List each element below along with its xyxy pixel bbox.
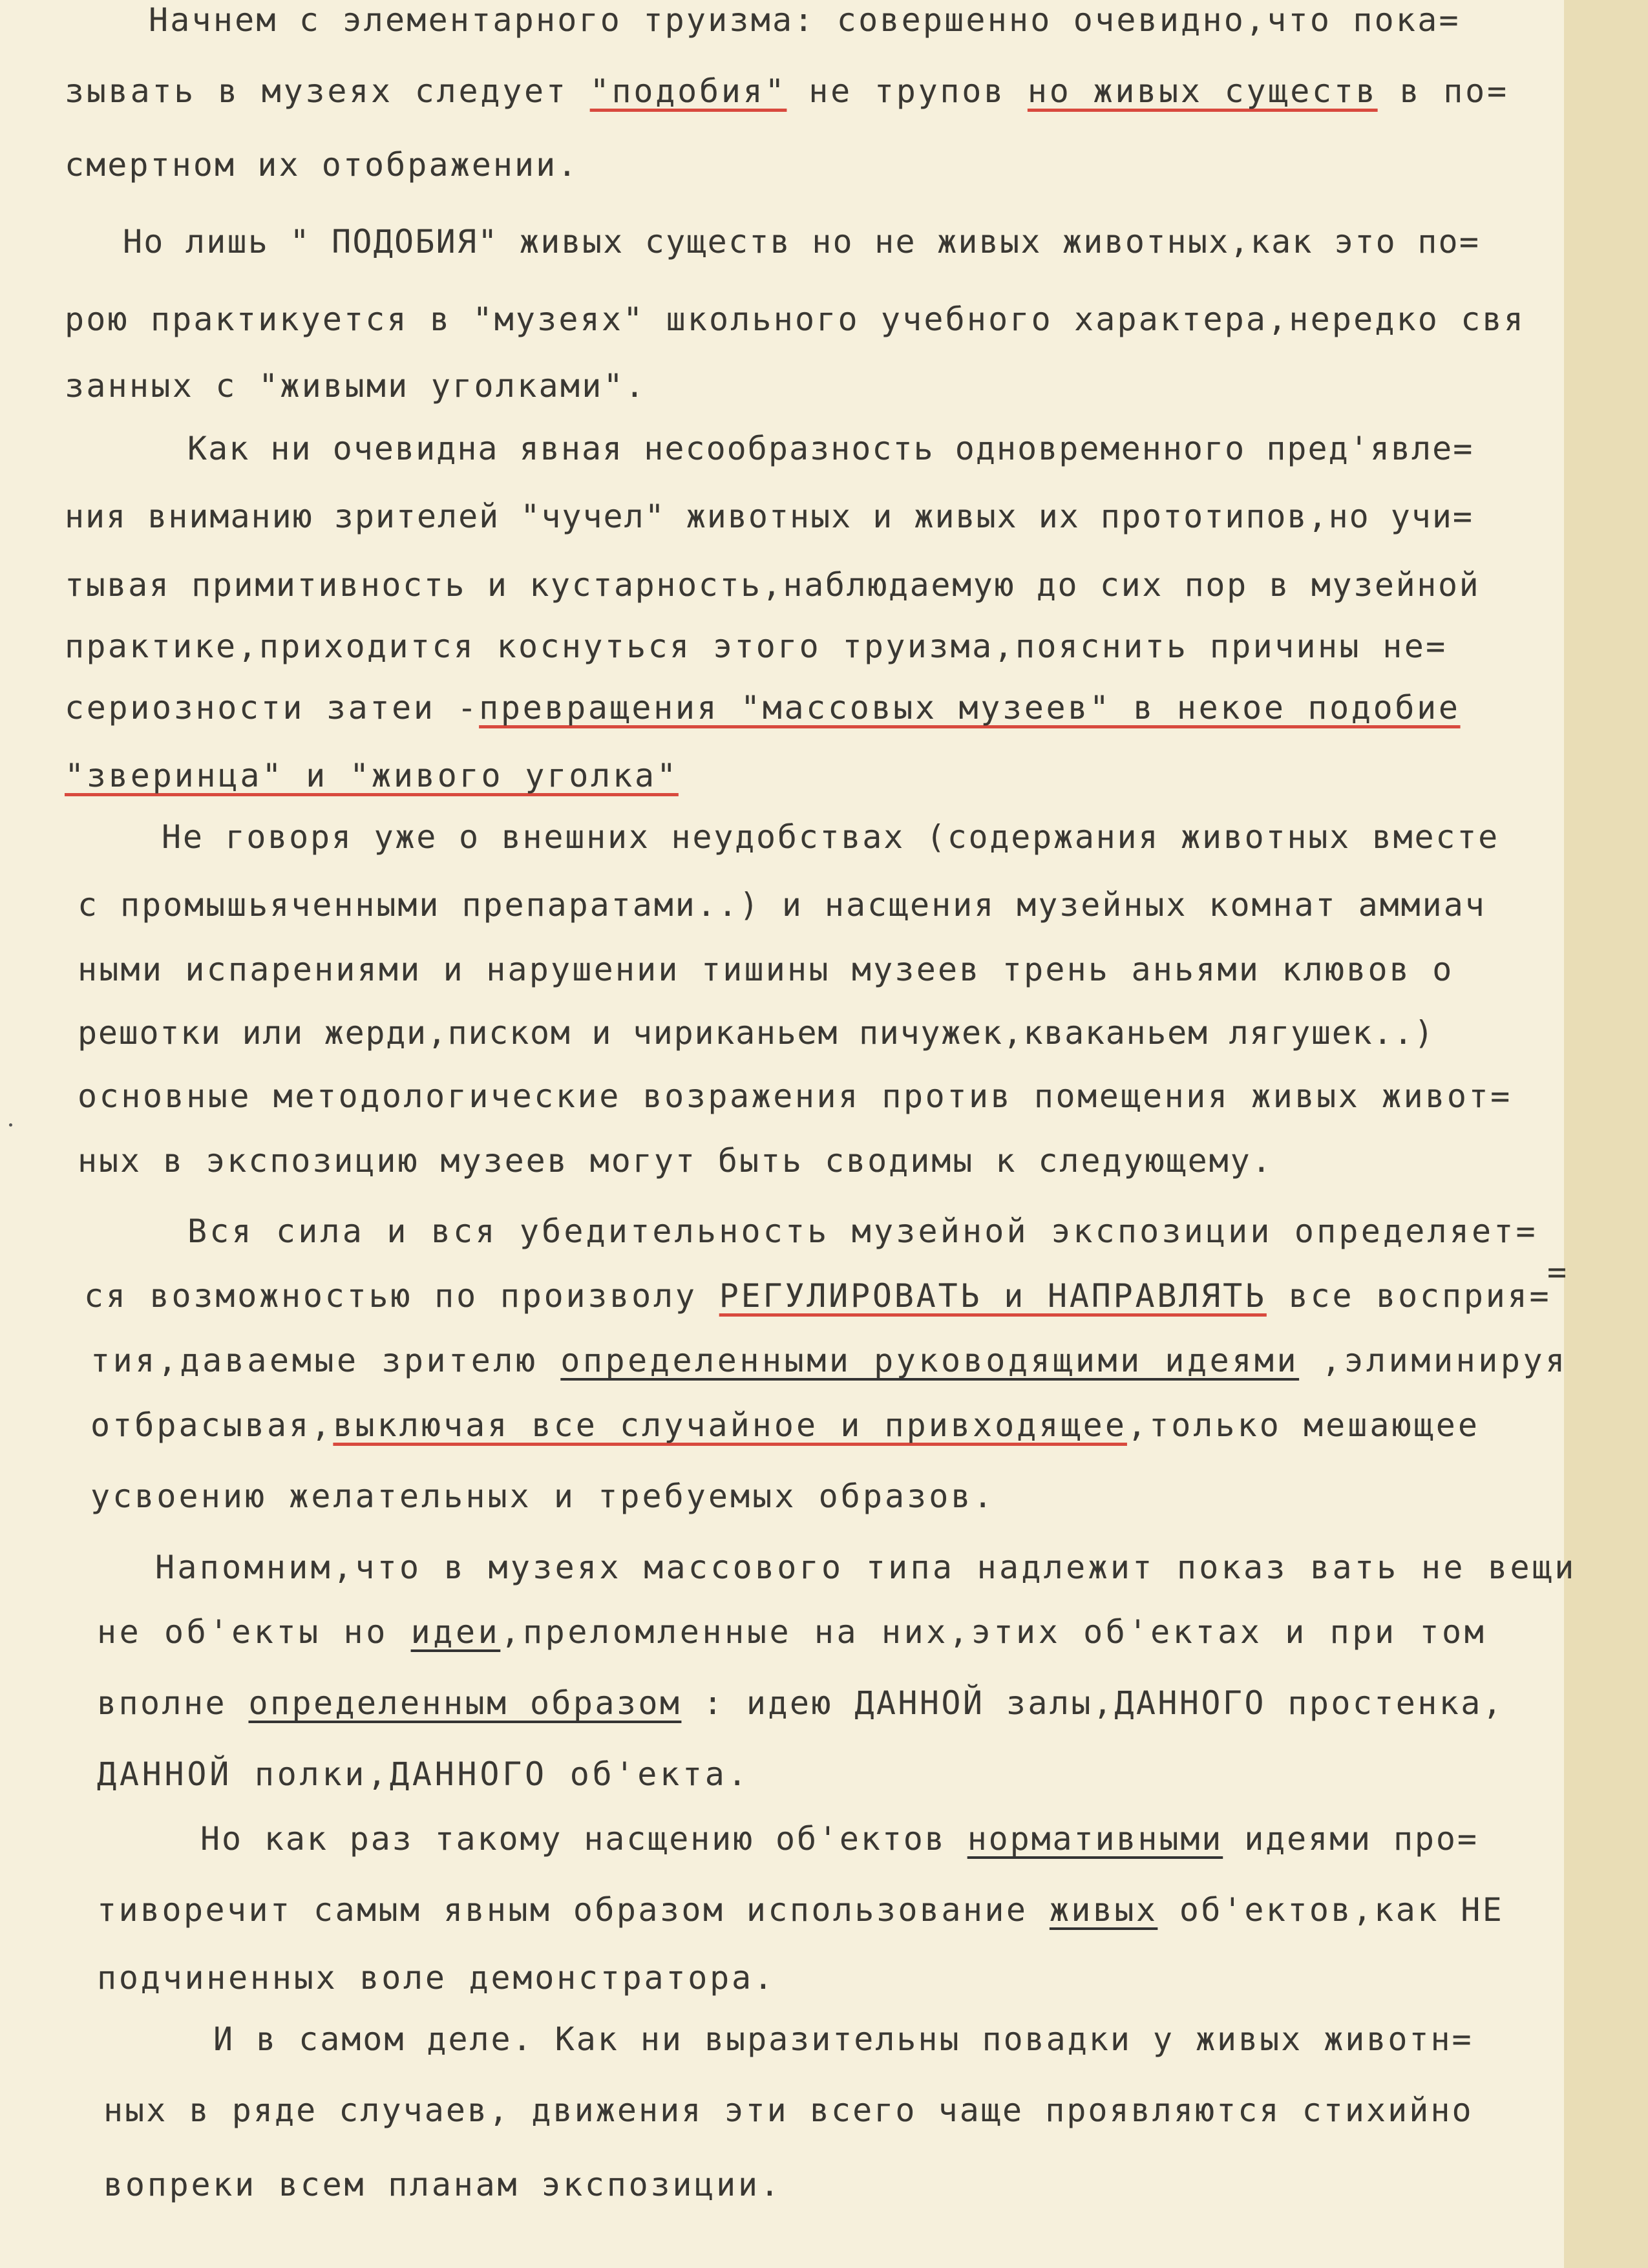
underlined-phrase: определенными руководящими идеями (560, 1342, 1300, 1379)
underlined-phrase: но живых существ (1027, 72, 1378, 110)
text-line (97, 1958, 776, 1997)
text-line (187, 1212, 1538, 1251)
text-segment: с промышьяченными препаратами..) и насщения музейных комнат аммиач (78, 886, 1486, 924)
text-line (162, 818, 1499, 856)
text-line (78, 1077, 1512, 1116)
margin-note: = (1547, 1253, 1567, 1291)
text-line (90, 1477, 995, 1516)
text-line (97, 1891, 1504, 1929)
text-line (155, 1548, 1577, 1587)
text-segment: Напомним,что в музеях массового типа надлежит показ вать не вещи (155, 1549, 1577, 1586)
text-line (200, 1819, 1479, 1858)
text-line (90, 1406, 1480, 1445)
text-line (103, 2091, 1474, 2130)
text-line (123, 222, 1480, 261)
text-segment: ными испарениями и нарушении тишины музеев трень аньями клювов о (78, 951, 1454, 988)
text-segment: все восприя= (1266, 1277, 1552, 1315)
text-segment: смертном их отображении. (65, 146, 579, 184)
text-segment: : идею ДАННОЙ залы,ДАННОГО простенка, (681, 1684, 1505, 1722)
text-segment: тия,даваемые зрителю (90, 1342, 561, 1379)
text-line (187, 429, 1474, 468)
text-segment: занных с "живыми уголками". (65, 367, 647, 405)
text-segment: И в самом деле. Как ни выразительны повадки у живых животн= (213, 2020, 1474, 2058)
text-segment: зывать в музеях следует (65, 72, 590, 110)
text-segment: усвоению желательных и требуемых образов. (90, 1478, 995, 1515)
text-segment: основные методологические возражения против помещения живых живот= (78, 1077, 1512, 1115)
text-line (65, 145, 578, 184)
underlined-phrase: нормативными (967, 1820, 1223, 1858)
text-line (65, 300, 1525, 339)
text-segment: ных в экспозицию музеев могут быть сводимы к следующему. (78, 1142, 1273, 1180)
text-segment: ,только мешающее (1126, 1406, 1480, 1444)
text-line (78, 885, 1486, 924)
text-line (78, 1013, 1435, 1052)
text-segment: ,преломленные на них,этих об'ектах и при том (500, 1613, 1487, 1651)
underlined-phrase: живых (1049, 1891, 1158, 1929)
underlined-phrase: превращения "массовых музеев" в некое подобие (479, 689, 1461, 726)
text-segment: Как ни очевидна явная несообразность одновременного пред'явле= (187, 430, 1474, 467)
text-segment: вполне (97, 1684, 249, 1722)
text-segment: рою практикуется в "музеях" школьного учебного характера,нередко свя (65, 301, 1525, 338)
text-segment: вопреки всем планам экспозиции. (103, 2166, 782, 2203)
text-line (65, 688, 1461, 727)
text-segment: ных в ряде случаев, движения эти всего чаще проявляются стихийно (103, 2092, 1474, 2129)
text-segment: ДАННОЙ полки,ДАННОГО об'екта. (97, 1755, 750, 1793)
text-segment: Начнем с элементарного труизма: совершенно очевидно,что пока= (149, 1, 1461, 39)
underlined-phrase: определенным образом (248, 1684, 682, 1722)
underlined-phrase: "подобия" (589, 72, 787, 110)
margin-mark (9, 1123, 12, 1127)
text-segment: решотки или жерди,писком и чириканьем пичужек,кваканьем лягушек..) (78, 1014, 1435, 1052)
underlined-phrase: "зверинца" и "живого уголка" (65, 757, 679, 794)
text-segment: ния вниманию зрителей "чучел" животных и живых их прототипов,но учи= (65, 498, 1474, 535)
text-line (65, 366, 646, 405)
text-segment: ся возможностью по произволу (84, 1277, 719, 1315)
text-line (78, 950, 1454, 989)
text-line (65, 756, 679, 795)
text-segment: в по= (1377, 72, 1509, 110)
text-segment: отбрасывая, (90, 1406, 333, 1444)
text-segment: идеями про= (1223, 1820, 1479, 1858)
text-line (65, 497, 1474, 536)
text-line (90, 1341, 1568, 1380)
text-line (65, 566, 1480, 604)
text-segment: тывая примитивность и кустарность,наблюдаемую до сих пор в музейной (65, 566, 1481, 604)
text-line (97, 1684, 1504, 1722)
text-segment: не трупов (787, 72, 1028, 110)
text-segment: Не говоря уже о внешних неудобствах (содержания животных вместе (162, 818, 1499, 856)
text-segment: не об'екты но (97, 1613, 411, 1651)
paper-edge (1564, 0, 1648, 2268)
underlined-phrase: РЕГУЛИРОВАТЬ и НАПРАВЛЯТЬ (719, 1277, 1267, 1315)
text-segment: Но как раз такому насщению об'ектов (200, 1820, 967, 1858)
text-line (97, 1755, 750, 1794)
text-line (78, 1141, 1273, 1180)
underlined-phrase: выключая все случайное и привходящее (333, 1406, 1127, 1444)
text-segment: Вся сила и вся убедительность музейной экспозиции определяет= (187, 1213, 1538, 1250)
text-segment: тиворечит самым явным образом использование (97, 1891, 1050, 1929)
text-segment: подчиненных воле демонстратора. (97, 1959, 776, 1997)
text-segment: Но лишь " ПОДОБИЯ" живых существ но не живых животных,как это по= (123, 223, 1481, 260)
text-line (65, 627, 1448, 666)
text-segment: сериозности затеи - (65, 689, 480, 726)
text-line (65, 72, 1509, 111)
text-line (149, 1, 1461, 39)
text-line (84, 1277, 1551, 1315)
text-segment: ,элиминируя (1299, 1342, 1568, 1379)
underlined-phrase: идеи (410, 1613, 501, 1651)
text-segment: практике,приходится коснуться этого труизма,пояснить причины не= (65, 628, 1448, 665)
text-segment: об'ектов,как НЕ (1157, 1891, 1505, 1929)
text-line (97, 1613, 1486, 1651)
text-line (213, 2020, 1474, 2059)
text-line (103, 2165, 782, 2204)
